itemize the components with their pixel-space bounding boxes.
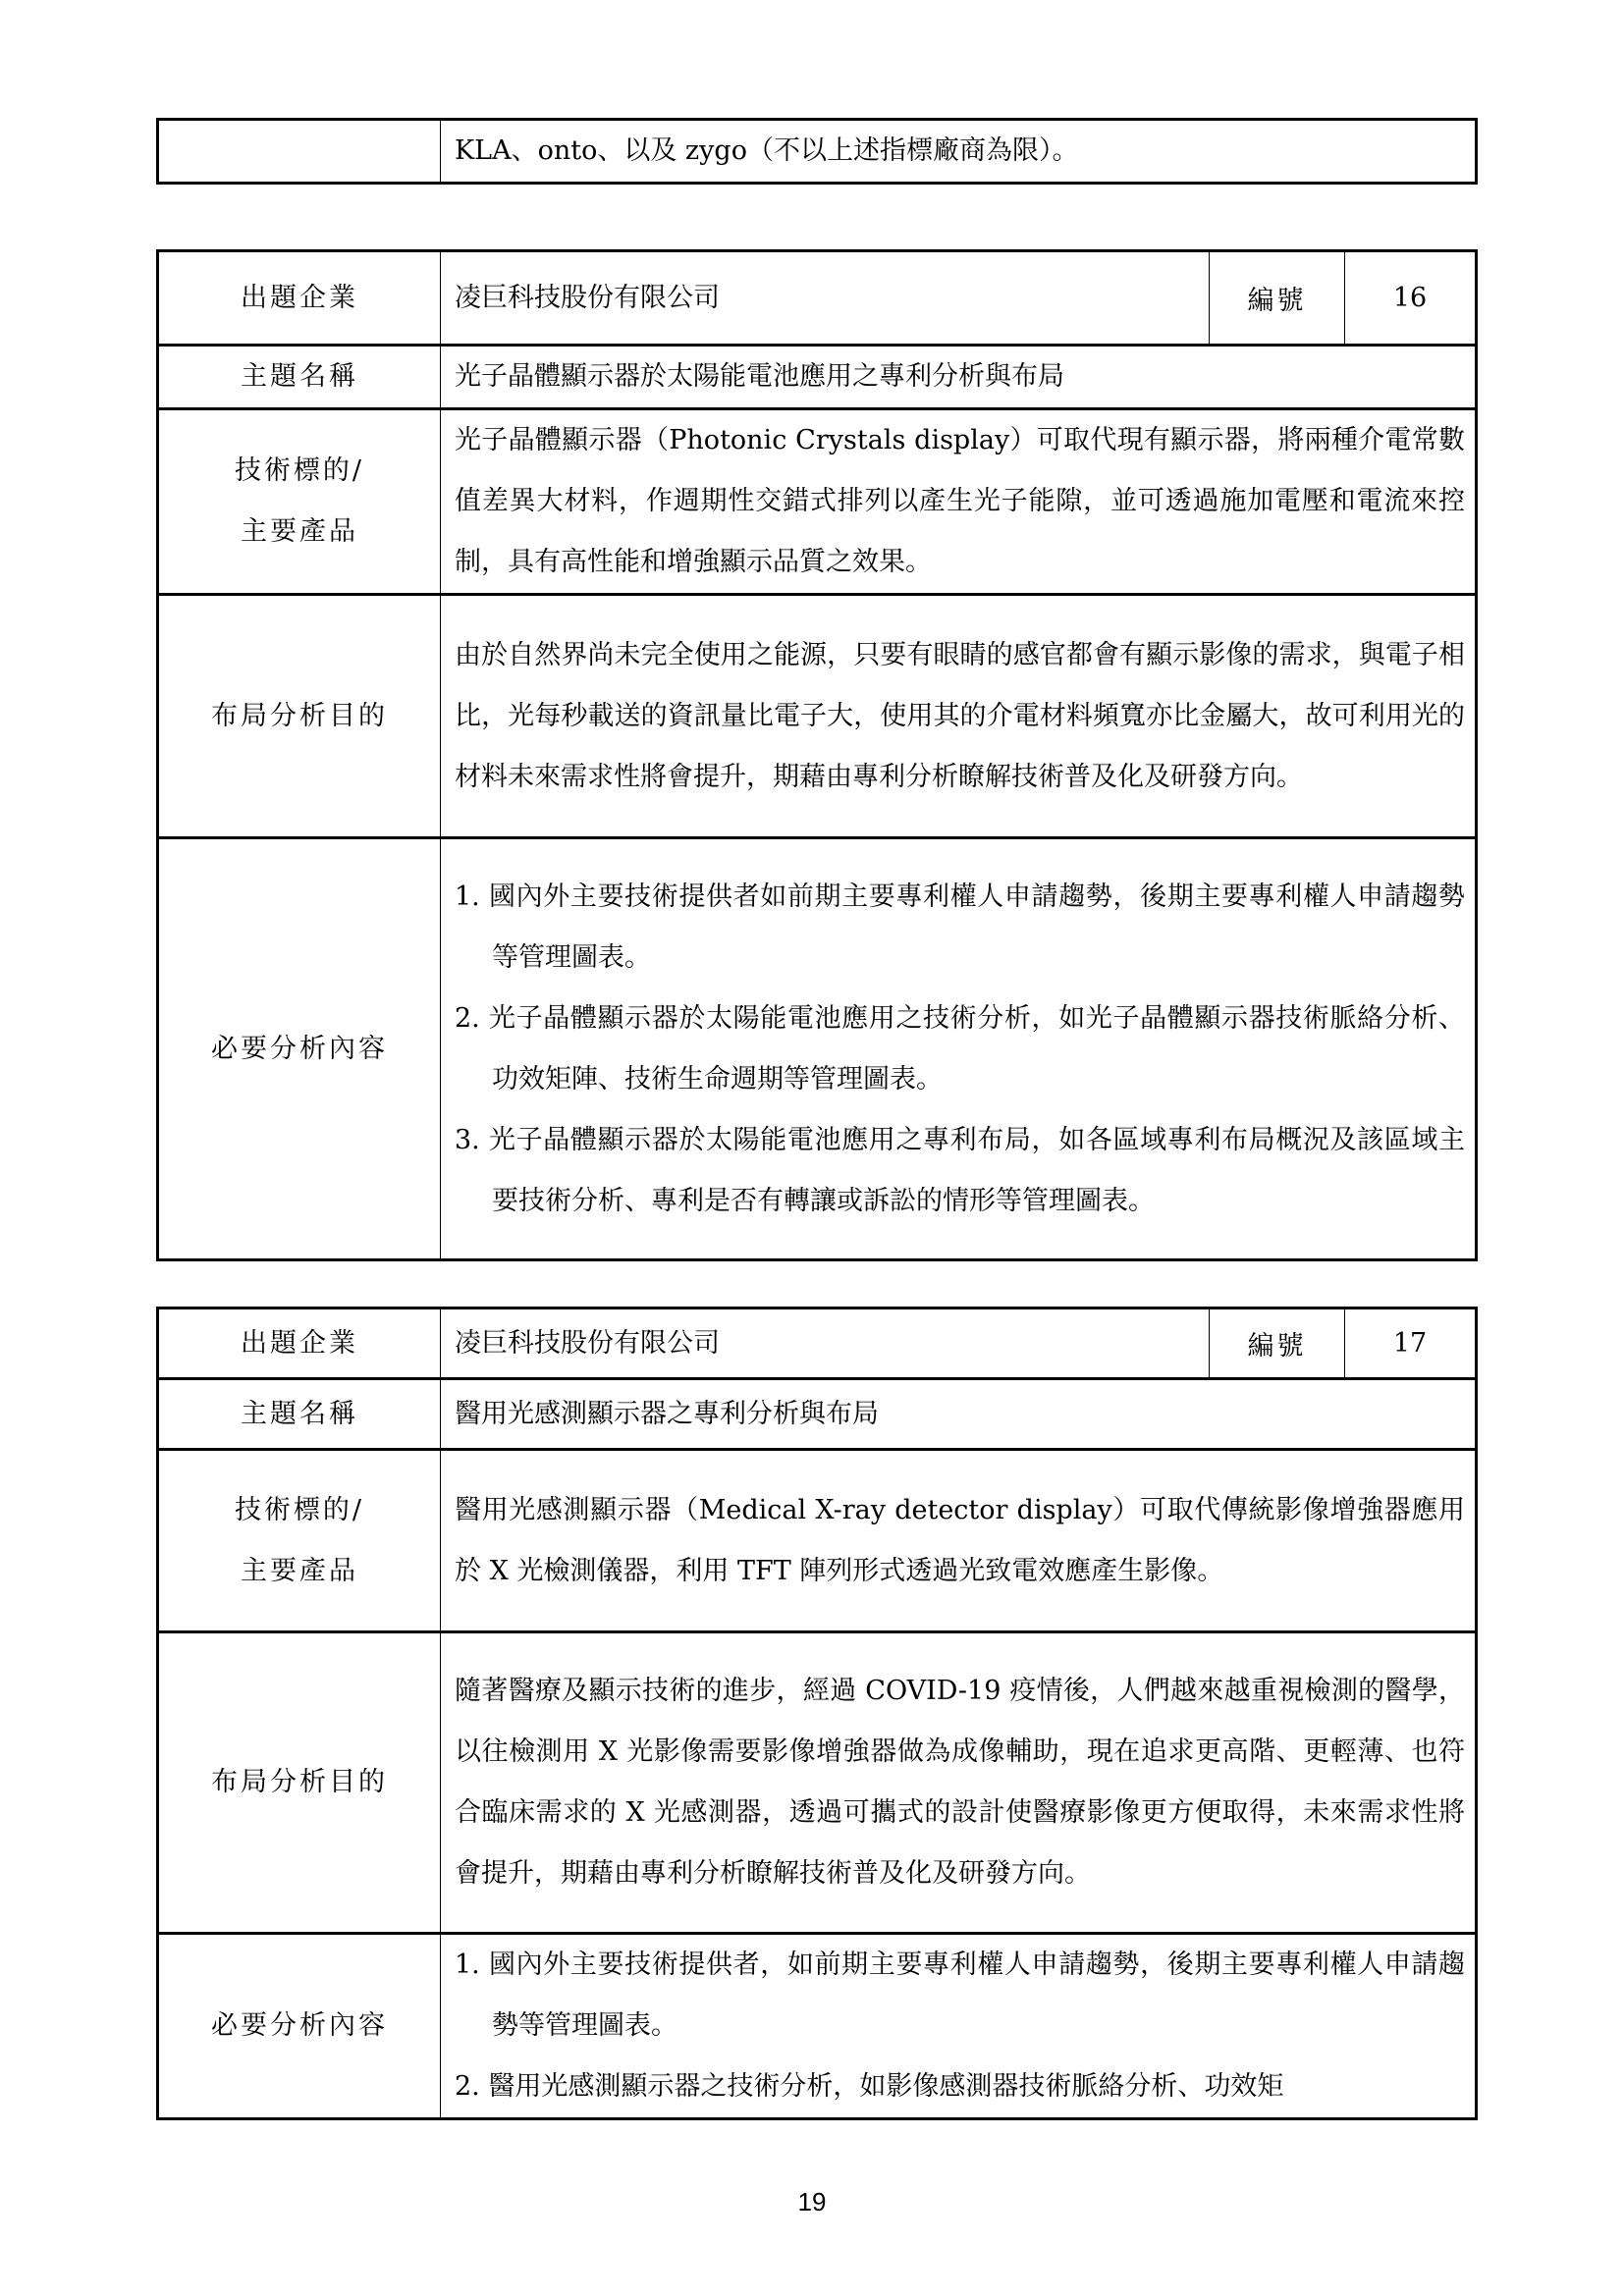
target-label-line2: 主要產品 — [241, 516, 358, 547]
company-value: 凌巨科技股份有限公司 — [441, 251, 1210, 346]
purpose-value: 隨著醫療及顯示技術的進步，經過 COVID-19 疫情後，人們越來越重視檢測的醫學，以往檢測用 X 光影像需要影像增強器做為成像輔助，現在追求更高階、更輕薄、也符合臨床需求的 X 光感測器，透過可攜式的設計使醫療影像更方便取得，未來需求性將會提升，期藉由專利分析瞭解技術普及化及研發方向。 — [441, 1632, 1477, 1934]
topic-table-17 — [156, 1307, 1478, 2120]
content-list — [455, 1935, 1465, 2117]
page-number: 19 — [797, 2187, 827, 2216]
company-label: 出題企業 — [158, 251, 441, 346]
target-label-line2: 主要產品 — [241, 1555, 358, 1586]
continuation-label-cell — [158, 120, 441, 184]
continuation-table — [156, 118, 1478, 185]
topic-value: 光子晶體顯示器於太陽能電池應用之專利分析與布局 — [441, 346, 1477, 409]
number-value: 17 — [1345, 1308, 1477, 1379]
purpose-value: 由於自然界尚未完全使用之能源，只要有眼睛的感官都會有顯示影像的需求，與電子相比，光每秒載送的資訊量比電子大，使用其的介電材料頻寬亦比金屬大，故可利用光的材料未來需求性將會提升，期藉由專利分析瞭解技術普及化及研發方向。 — [441, 595, 1477, 838]
topic-label: 主題名稱 — [158, 1379, 441, 1450]
content-item: 2. 醫用光感測顯示器之技術分析，如影像感測器技術脈絡分析、功效矩 — [455, 2071, 1284, 2102]
target-label-line1: 技術標的/ — [234, 455, 365, 486]
company-value: 凌巨科技股份有限公司 — [441, 1308, 1210, 1379]
content-list — [455, 867, 1465, 1232]
target-label — [158, 1450, 441, 1632]
company-label: 出題企業 — [158, 1308, 441, 1379]
target-label — [158, 409, 441, 595]
topic-label: 主題名稱 — [158, 346, 441, 409]
number-value: 16 — [1345, 251, 1477, 346]
target-value: 光子晶體顯示器（Photonic Crystals display）可取代現有顯示器，將兩種介電常數值差異大材料，作週期性交錯式排列以產生光子能隙，並可透過施加電壓和電流來控制，具有高性能和增強顯示品質之效果。 — [441, 409, 1477, 595]
purpose-label: 布局分析目的 — [158, 1632, 441, 1934]
topic-value: 醫用光感測顯示器之專利分析與布局 — [441, 1379, 1477, 1450]
number-label: 編號 — [1210, 1308, 1345, 1379]
content-value — [441, 838, 1477, 1260]
purpose-label: 布局分析目的 — [158, 595, 441, 838]
content-label: 必要分析內容 — [158, 838, 441, 1260]
content-item: 1. 國內外主要技術提供者如前期主要專利權人申請趨勢，後期主要專利權人申請趨勢等管理圖表。 — [455, 881, 1465, 973]
content-value — [441, 1934, 1477, 2119]
content-item: 3. 光子晶體顯示器於太陽能電池應用之專利布局，如各區域專利布局概況及該區域主要技術分析、專利是否有轉讓或訴訟的情形等管理圖表。 — [455, 1124, 1465, 1216]
target-value: 醫用光感測顯示器（Medical X-ray detector display）可取代傳統影像增強器應用於 X 光檢測儀器，利用 TFT 陣列形式透過光致電效應產生影像。 — [441, 1450, 1477, 1632]
content-label: 必要分析內容 — [158, 1934, 441, 2119]
content-item: 1. 國內外主要技術提供者，如前期主要專利權人申請趨勢，後期主要專利權人申請趨勢等管理圖表。 — [455, 1949, 1465, 2041]
continuation-value: KLA、onto、以及 zygo（不以上述指標廠商為限）。 — [441, 120, 1477, 184]
target-label-line1: 技術標的/ — [234, 1494, 365, 1525]
topic-table-16 — [156, 249, 1478, 1261]
content-item: 2. 光子晶體顯示器於太陽能電池應用之技術分析，如光子晶體顯示器技術脈絡分析、功效矩陣、技術生命週期等管理圖表。 — [455, 1002, 1465, 1095]
number-label: 編號 — [1210, 251, 1345, 346]
